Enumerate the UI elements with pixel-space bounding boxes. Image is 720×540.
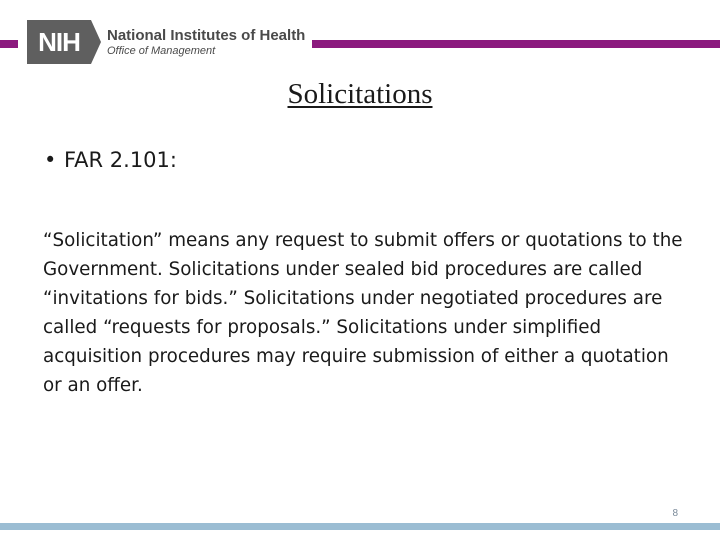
nih-logo-chevron	[91, 20, 101, 64]
page-number: 8	[672, 508, 678, 519]
bullet-item	[44, 148, 177, 172]
nih-logo-mark	[27, 20, 91, 64]
nih-logo	[27, 20, 305, 64]
nih-logo-text	[107, 27, 305, 58]
header-accent-bar-left	[0, 40, 18, 48]
header-accent-bar-right	[312, 40, 720, 48]
definition-paragraph: “Solicitation” means any request to submit offers or quotations to the Government. Solicitations under sealed bid procedures are called “invitations for bids.” Solicitations under negotiated procedures are called “requests for proposals.” Solicitations under simplified acquisition procedures may require submission of either a quotation or an offer.	[43, 230, 683, 396]
org-name: National Institutes of Health	[107, 26, 306, 44]
bullet-text: FAR 2.101:	[64, 148, 177, 172]
slide-title: Solicitations	[287, 78, 433, 110]
bullet-marker: •	[44, 148, 57, 172]
footer-bar	[0, 523, 720, 530]
nih-logo-mark-text: NIH	[38, 26, 80, 57]
office-name: Office of Management	[107, 44, 216, 57]
